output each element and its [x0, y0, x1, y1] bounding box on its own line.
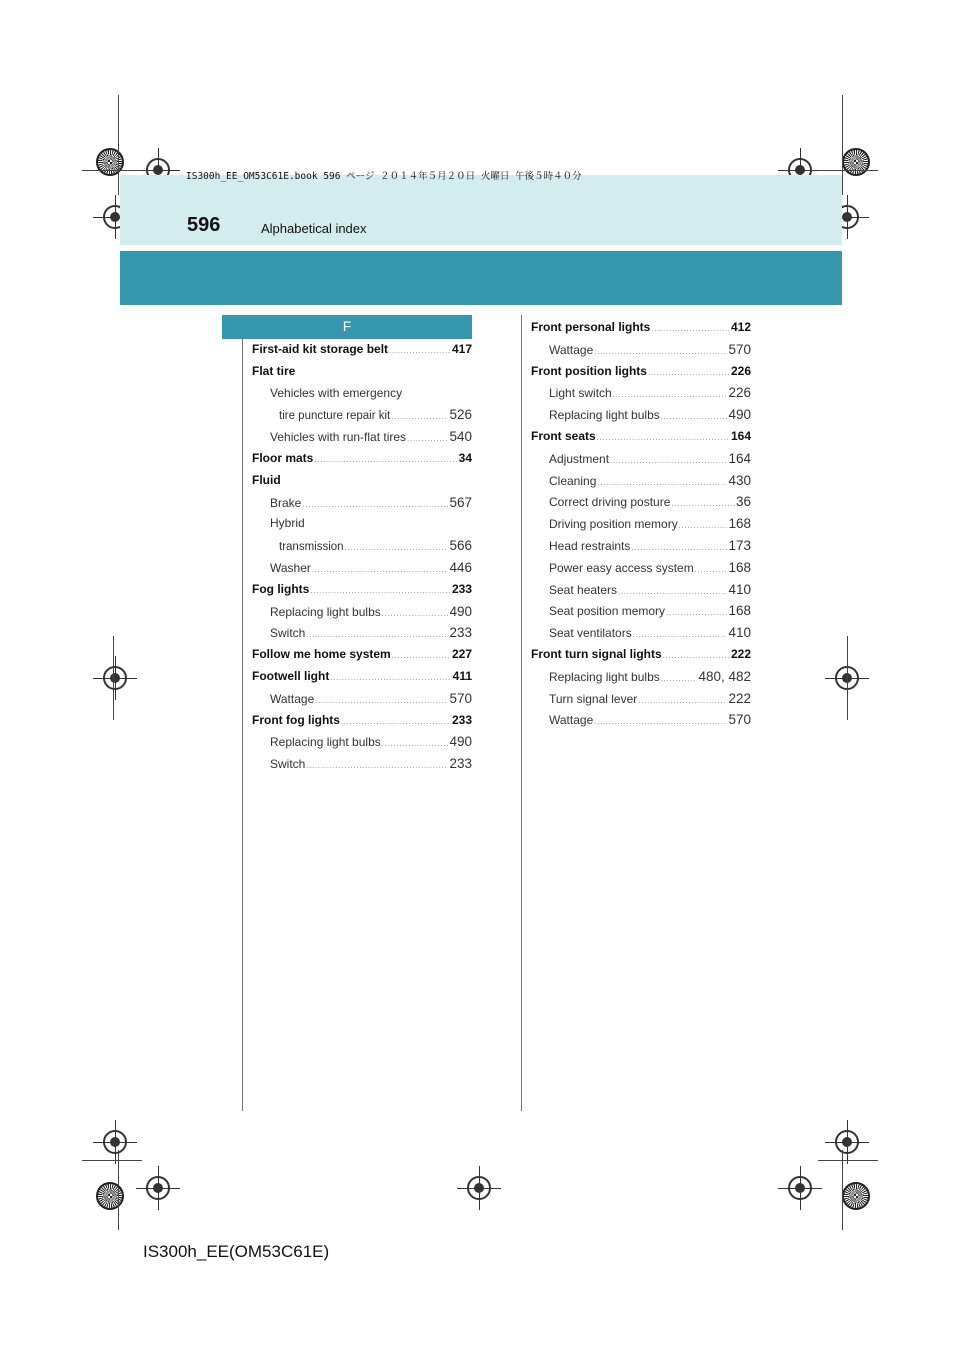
index-entry-label: Front personal lights — [531, 320, 651, 334]
index-entry-label: Front fog lights — [252, 712, 340, 727]
index-entry-label: Correct driving posture — [549, 495, 671, 510]
index-entry — [531, 382, 751, 404]
index-entry-label: Switch — [270, 626, 306, 641]
index-entry-label: Hybrid — [270, 516, 305, 531]
index-entry-label: Cleaning — [549, 473, 597, 488]
index-entry-page: 417 — [451, 342, 472, 356]
index-entry — [252, 579, 472, 601]
index-entry-label: Adjustment — [549, 451, 610, 466]
index-entry-page: 490 — [449, 603, 472, 619]
index-entry — [252, 339, 472, 361]
color-rosette-icon — [842, 148, 870, 176]
color-rosette-icon — [96, 148, 124, 176]
color-rosette-icon — [96, 1182, 124, 1210]
dot-leader — [389, 341, 451, 363]
index-entry — [531, 709, 751, 731]
index-entry-label: Replacing light bulbs — [549, 669, 660, 684]
index-entry-label: Follow me home system — [252, 647, 391, 662]
dot-leader — [341, 712, 451, 734]
index-entry-label: transmission — [279, 541, 344, 554]
page-title: Alphabetical index — [261, 221, 367, 236]
index-entry-page: 233 — [451, 581, 472, 596]
index-entry-page: 490 — [728, 407, 751, 423]
index-entry — [252, 644, 472, 666]
registration-mark-icon — [146, 1176, 170, 1200]
index-entry — [531, 579, 751, 601]
index-entry-label: Floor mats — [252, 450, 314, 465]
dot-leader — [310, 581, 451, 603]
index-entry-page: 168 — [728, 559, 751, 575]
index-entry — [252, 666, 472, 688]
index-entry-page: 233 — [449, 756, 472, 772]
index-entry-label: Washer — [270, 560, 311, 575]
registration-mark-icon — [788, 1176, 812, 1200]
index-entry-page: 540 — [449, 429, 472, 445]
index-entry — [531, 688, 751, 710]
registration-mark-icon — [835, 1130, 859, 1154]
index-entry-label: Seat ventilators — [549, 626, 632, 641]
index-entry-label: Wattage — [270, 691, 315, 706]
page-number: 596 — [187, 214, 221, 236]
index-entry-label: Replacing light bulbs — [549, 408, 660, 423]
header-band — [120, 175, 842, 245]
index-entry-page: 34 — [458, 450, 472, 465]
index-entry-page: 570 — [728, 712, 751, 728]
index-entry — [531, 470, 751, 492]
crop-line — [113, 636, 114, 720]
footer-model-code: IS300h_EE(OM53C61E) — [143, 1242, 330, 1261]
index-entry-page: 410 — [728, 581, 751, 597]
index-entry-page: 412 — [730, 320, 751, 334]
index-entry-page: 164 — [728, 450, 751, 466]
index-entry — [252, 622, 472, 644]
index-entry-page: 168 — [728, 516, 751, 532]
index-entry-label: Fog lights — [252, 581, 310, 596]
index-entry — [252, 557, 472, 579]
index-entry — [531, 426, 751, 448]
index-entry — [252, 383, 472, 405]
index-entry-label: Vehicles with run-flat tires — [270, 430, 407, 445]
dot-leader — [392, 646, 451, 668]
index-entry — [252, 404, 472, 426]
index-column-left — [252, 339, 472, 775]
index-entry-page: 164 — [730, 428, 751, 443]
index-entry-page: 430 — [728, 472, 751, 488]
crop-line — [118, 95, 119, 195]
index-entry — [531, 339, 751, 361]
index-entry — [252, 513, 472, 535]
index-entry-page: 446 — [449, 559, 472, 575]
index-entry-label: Turn signal lever — [549, 691, 638, 706]
index-entry-page: 490 — [449, 734, 472, 750]
dot-leader — [651, 319, 730, 341]
index-entry-page: 410 — [728, 625, 751, 641]
index-entry-page: 233 — [449, 625, 472, 641]
registration-mark-icon — [467, 1176, 491, 1200]
index-entry — [252, 470, 472, 492]
crop-line — [82, 170, 142, 171]
index-entry-label: Head restraints — [549, 538, 631, 553]
dot-leader — [597, 428, 730, 450]
dot-leader — [594, 712, 727, 734]
index-entry-page: 227 — [451, 647, 472, 662]
registration-mark-icon — [103, 666, 127, 690]
index-entry-label: Flat tire — [252, 363, 296, 378]
index-entry — [252, 753, 472, 775]
index-entry-label: Switch — [270, 757, 306, 772]
index-entry — [531, 491, 751, 513]
crop-line — [842, 95, 843, 195]
index-entry — [531, 600, 751, 622]
index-entry-label: Footwell light — [252, 668, 330, 683]
index-entry — [252, 448, 472, 470]
crop-line — [818, 1160, 878, 1161]
dot-leader — [663, 646, 730, 668]
column-divider — [242, 339, 243, 1111]
index-entry-page: 526 — [449, 407, 472, 423]
index-column-right — [531, 317, 751, 731]
column-divider — [521, 315, 522, 1111]
index-entry-label: Front seats — [531, 428, 596, 443]
index-entry-label: Front position lights — [531, 363, 647, 378]
index-entry-label: Seat position memory — [549, 604, 666, 619]
index-entry — [531, 404, 751, 426]
index-entry-label: tire puncture repair kit — [279, 410, 391, 423]
index-entry-label: Light switch — [549, 386, 612, 401]
book-info-text: IS300h_EE_OM53C61E.book 596 ページ ２０１４年５月２０日 火曜日 午後５時４０分 — [186, 171, 582, 182]
index-entry — [252, 426, 472, 448]
index-entry — [252, 688, 472, 710]
registration-mark-icon — [103, 1130, 127, 1154]
index-entry-label: Fluid — [252, 472, 281, 487]
index-entry-page: 233 — [451, 712, 472, 727]
index-entry-page: 567 — [449, 494, 472, 510]
section-heading — [222, 315, 472, 339]
index-entry — [531, 317, 751, 339]
index-entry — [252, 361, 472, 383]
index-entry — [531, 361, 751, 383]
index-entry — [252, 710, 472, 732]
index-entry — [531, 448, 751, 470]
index-entry-label: First-aid kit storage belt — [252, 342, 389, 356]
crop-line — [118, 1150, 119, 1230]
crop-line — [842, 1150, 843, 1230]
index-entry-page: 36 — [735, 494, 751, 510]
index-entry-page: 226 — [728, 385, 751, 401]
index-entry-page: 222 — [728, 690, 751, 706]
index-entry-label: Vehicles with emergency — [270, 385, 403, 400]
index-entry-label: Replacing light bulbs — [270, 735, 381, 750]
dot-leader — [306, 756, 448, 778]
index-entry-page: 411 — [452, 668, 472, 683]
index-entry-page: 566 — [449, 538, 472, 554]
index-entry-page: 222 — [730, 646, 751, 661]
index-entry — [531, 513, 751, 535]
dot-leader — [648, 363, 730, 385]
dot-leader — [314, 450, 457, 472]
dot-leader — [330, 668, 451, 690]
index-entry-page: 168 — [728, 603, 751, 619]
index-entry-label: Wattage — [549, 342, 594, 357]
crop-line — [818, 170, 878, 171]
index-entry — [252, 601, 472, 623]
index-entry-page: 480, 482 — [698, 668, 751, 684]
index-entry — [531, 666, 751, 688]
index-entry — [531, 535, 751, 557]
index-entry — [252, 731, 472, 753]
crop-line — [82, 1160, 142, 1161]
index-entry-label: Replacing light bulbs — [270, 604, 381, 619]
index-entry-label: Brake — [270, 495, 302, 510]
index-entry-page: 570 — [449, 690, 472, 706]
crop-line — [847, 636, 848, 720]
color-rosette-icon — [842, 1182, 870, 1210]
index-entry — [531, 557, 751, 579]
index-entry — [531, 644, 751, 666]
index-entry — [252, 492, 472, 514]
index-entry-page: 173 — [728, 537, 751, 553]
section-letter: F — [342, 318, 352, 334]
index-entry-label: Seat heaters — [549, 582, 618, 597]
index-entry — [531, 622, 751, 644]
index-entry-label: Power easy access system — [549, 560, 694, 575]
index-entry-label: Wattage — [549, 713, 594, 728]
index-entry — [252, 535, 472, 557]
index-entry-page: 570 — [728, 341, 751, 357]
index-entry-label: Driving position memory — [549, 517, 678, 532]
header-accent-bar — [120, 251, 842, 305]
index-entry-label: Front turn signal lights — [531, 646, 662, 661]
index-entry-page: 226 — [730, 363, 751, 378]
